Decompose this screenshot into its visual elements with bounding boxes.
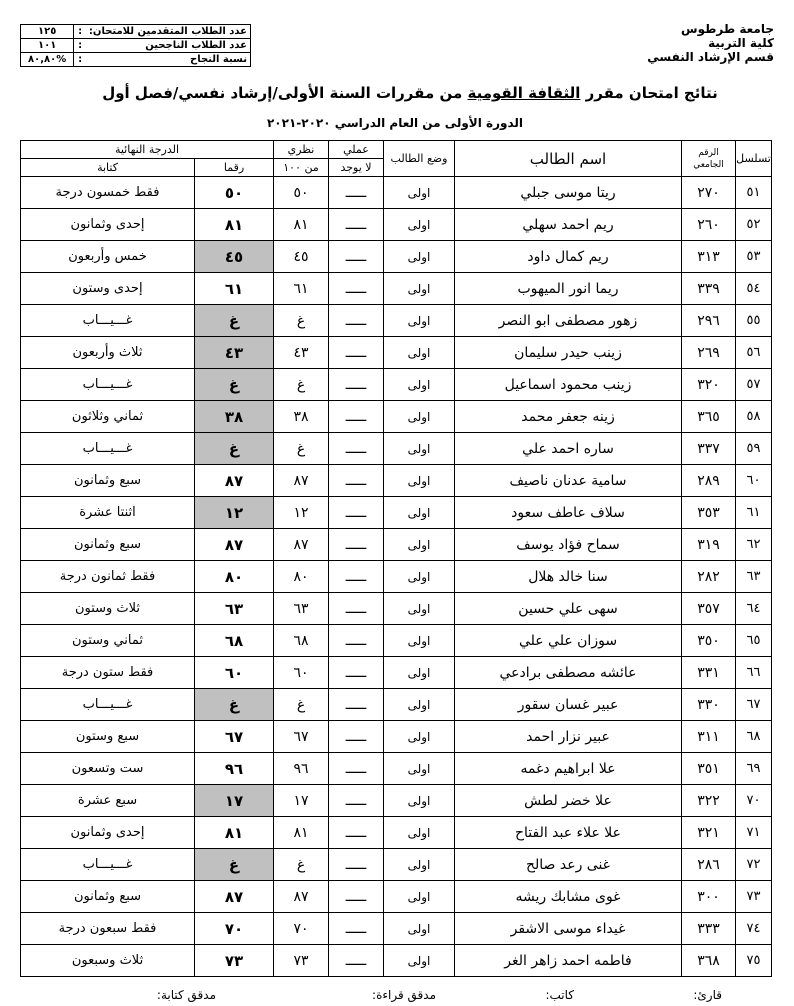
theory-cell: ٨١ [274, 209, 329, 241]
seq-cell: ٦٧ [736, 689, 772, 721]
seq-cell: ٥٥ [736, 305, 772, 337]
grade-words-cell: غـــيـــاب [21, 689, 195, 721]
table-row [21, 849, 772, 881]
student-name-cell: زينب حيدر سليمان [455, 337, 682, 369]
uni-number-cell: ٢٩٦ [682, 305, 736, 337]
col-practical-sub: لا يوجد [329, 159, 384, 177]
uni-number-cell: ٢٦٩ [682, 337, 736, 369]
grade-number-cell: ٤٣ [195, 337, 274, 369]
status-cell: اولى [384, 849, 455, 881]
status-cell: اولى [384, 465, 455, 497]
student-name-cell: ريم احمد سهلي [455, 209, 682, 241]
theory-cell: غ [274, 369, 329, 401]
seq-cell: ٦١ [736, 497, 772, 529]
uni-number-cell: ٣٥٣ [682, 497, 736, 529]
status-cell: اولى [384, 337, 455, 369]
theory-cell: ٣٨ [274, 401, 329, 433]
stats-row [21, 25, 251, 39]
grade-words-cell: اثنتا عشرة [21, 497, 195, 529]
grade-number-cell: ٩٦ [195, 753, 274, 785]
grade-number-cell: غ [195, 433, 274, 465]
grade-number-cell: ٦٨ [195, 625, 274, 657]
table-row [21, 369, 772, 401]
grade-number-cell: ٤٥ [195, 241, 274, 273]
stats-value: %٨٠,٨٠ [21, 53, 74, 67]
uni-number-cell: ٢٨٩ [682, 465, 736, 497]
table-row [21, 657, 772, 689]
uni-number-cell: ٣٣٠ [682, 689, 736, 721]
table-row [21, 561, 772, 593]
practical-cell: ـــــ [329, 721, 384, 753]
status-cell: اولى [384, 529, 455, 561]
grade-number-cell: ٦٣ [195, 593, 274, 625]
grade-words-cell: غـــيـــاب [21, 849, 195, 881]
stats-separator: : [74, 39, 86, 53]
uni-number-cell: ٢٨٢ [682, 561, 736, 593]
grade-number-cell: ٨٧ [195, 881, 274, 913]
seq-cell: ٦٠ [736, 465, 772, 497]
uni-number-cell: ٣٥٠ [682, 625, 736, 657]
status-cell: اولى [384, 657, 455, 689]
stats-row [21, 53, 251, 67]
practical-cell: ـــــ [329, 209, 384, 241]
col-final-grade: الدرجة النهائية [21, 141, 274, 159]
col-practical: عملي [329, 141, 384, 159]
grade-words-cell: غـــيـــاب [21, 305, 195, 337]
status-cell: اولى [384, 945, 455, 977]
stats-label: عدد الطلاب المتقدمين للامتحان: [86, 25, 251, 39]
student-name-cell: سامية عدنان ناصيف [455, 465, 682, 497]
practical-cell: ـــــ [329, 561, 384, 593]
stats-separator: : [74, 25, 86, 39]
grade-number-cell: غ [195, 369, 274, 401]
grade-words-cell: سبع وستون [21, 721, 195, 753]
uni-number-cell: ٣٥١ [682, 753, 736, 785]
seq-cell: ٥٣ [736, 241, 772, 273]
stats-row [21, 39, 251, 53]
exam-stats-box [20, 24, 251, 67]
table-row [21, 497, 772, 529]
seq-cell: ٧٠ [736, 785, 772, 817]
seq-cell: ٥٤ [736, 273, 772, 305]
status-cell: اولى [384, 625, 455, 657]
theory-cell: ٦٨ [274, 625, 329, 657]
theory-cell: ٨٧ [274, 529, 329, 561]
stats-value: ١٠١ [21, 39, 74, 53]
grade-words-cell: سبع وثمانون [21, 881, 195, 913]
university-name: جامعة طرطوس [681, 22, 774, 36]
theory-cell: ٨٠ [274, 561, 329, 593]
document-title [90, 84, 730, 102]
grade-number-cell: ٧٠ [195, 913, 274, 945]
grade-words-cell: ست وتسعون [21, 753, 195, 785]
table-row [21, 465, 772, 497]
uni-number-cell: ٣١٩ [682, 529, 736, 561]
status-cell: اولى [384, 433, 455, 465]
theory-cell: ٧٣ [274, 945, 329, 977]
stats-label: نسبة النجاح [86, 53, 251, 67]
practical-cell: ـــــ [329, 753, 384, 785]
seq-cell: ٧١ [736, 817, 772, 849]
practical-cell: ـــــ [329, 529, 384, 561]
theory-cell: ٦٧ [274, 721, 329, 753]
status-cell: اولى [384, 241, 455, 273]
status-cell: اولى [384, 721, 455, 753]
grade-words-cell: غـــيـــاب [21, 369, 195, 401]
status-cell: اولى [384, 881, 455, 913]
grade-words-cell: فقط ثمانون درجة [21, 561, 195, 593]
grade-words-cell: فقط خمسون درجة [21, 177, 195, 209]
table-row [21, 945, 772, 977]
header-row [21, 141, 772, 159]
theory-cell: ٩٦ [274, 753, 329, 785]
student-name-cell: ريم كمال داود [455, 241, 682, 273]
practical-cell: ـــــ [329, 945, 384, 977]
grade-words-cell: غـــيـــاب [21, 433, 195, 465]
theory-cell: ٨١ [274, 817, 329, 849]
uni-number-cell: ٣٠٠ [682, 881, 736, 913]
table-row [21, 881, 772, 913]
theory-cell: ١٢ [274, 497, 329, 529]
theory-cell: غ [274, 305, 329, 337]
results-table [20, 140, 772, 977]
practical-cell: ـــــ [329, 881, 384, 913]
writer-label: كاتب: [545, 988, 574, 1002]
col-final-number: رقما [195, 159, 274, 177]
uni-number-cell: ٢٦٠ [682, 209, 736, 241]
grade-words-cell: إحدى وثمانون [21, 817, 195, 849]
table-row [21, 689, 772, 721]
col-final-words: كتابة [21, 159, 195, 177]
uni-number-cell: ٢٨٦ [682, 849, 736, 881]
stats-value: ١٢٥ [21, 25, 74, 39]
status-cell: اولى [384, 561, 455, 593]
practical-cell: ـــــ [329, 433, 384, 465]
exam-session: الدورة الأولى من العام الدراسي ٢٠٢٠-٢٠٢١ [266, 116, 524, 130]
practical-cell: ـــــ [329, 273, 384, 305]
theory-cell: غ [274, 849, 329, 881]
practical-cell: ـــــ [329, 785, 384, 817]
col-status: وضع الطالب [384, 141, 455, 177]
seq-cell: ٥٨ [736, 401, 772, 433]
student-name-cell: زينه جعفر محمد [455, 401, 682, 433]
student-name-cell: زينب محمود اسماعيل [455, 369, 682, 401]
seq-cell: ٦٢ [736, 529, 772, 561]
grade-words-cell: إحدى وستون [21, 273, 195, 305]
student-name-cell: غنى رعد صالح [455, 849, 682, 881]
grade-words-cell: ثلاث وأربعون [21, 337, 195, 369]
seq-cell: ٥٩ [736, 433, 772, 465]
student-name-cell: غيداء موسى الاشقر [455, 913, 682, 945]
student-name-cell: عبير نزار احمد [455, 721, 682, 753]
table-row [21, 529, 772, 561]
status-cell: اولى [384, 305, 455, 337]
table-row [21, 721, 772, 753]
grade-number-cell: ٨٠ [195, 561, 274, 593]
table-row [21, 785, 772, 817]
practical-cell: ـــــ [329, 337, 384, 369]
practical-cell: ـــــ [329, 657, 384, 689]
uni-number-cell: ٣٦٥ [682, 401, 736, 433]
seq-cell: ٧٢ [736, 849, 772, 881]
table-row [21, 753, 772, 785]
status-cell: اولى [384, 177, 455, 209]
student-name-cell: سنا خالد هلال [455, 561, 682, 593]
student-name-cell: علا خضر لطش [455, 785, 682, 817]
student-name-cell: سلاف عاطف سعود [455, 497, 682, 529]
grade-words-cell: ثلاث وستون [21, 593, 195, 625]
table-row [21, 177, 772, 209]
grade-words-cell: سبع عشرة [21, 785, 195, 817]
student-name-cell: سوزان علي علي [455, 625, 682, 657]
practical-cell: ـــــ [329, 625, 384, 657]
grade-words-cell: ثماني وثلاثون [21, 401, 195, 433]
status-cell: اولى [384, 753, 455, 785]
department-name: قسم الإرشاد النفسي [647, 50, 774, 64]
practical-cell: ـــــ [329, 241, 384, 273]
status-cell: اولى [384, 209, 455, 241]
practical-cell: ـــــ [329, 369, 384, 401]
grade-number-cell: ٣٨ [195, 401, 274, 433]
institution-header [647, 22, 774, 64]
practical-cell: ـــــ [329, 401, 384, 433]
stats-separator: : [74, 53, 86, 67]
grade-number-cell: ٨١ [195, 209, 274, 241]
grade-words-cell: فقط سبعون درجة [21, 913, 195, 945]
grade-words-cell: سبع وثمانون [21, 529, 195, 561]
grade-number-cell: ٦٧ [195, 721, 274, 753]
practical-cell: ـــــ [329, 689, 384, 721]
status-cell: اولى [384, 913, 455, 945]
grade-number-cell: ٦٠ [195, 657, 274, 689]
grade-words-cell: ثماني وستون [21, 625, 195, 657]
status-cell: اولى [384, 369, 455, 401]
table-row [21, 817, 772, 849]
grade-words-cell: سبع وثمانون [21, 465, 195, 497]
status-cell: اولى [384, 689, 455, 721]
uni-number-cell: ٣٣١ [682, 657, 736, 689]
grade-words-cell: خمس وأربعون [21, 241, 195, 273]
theory-cell: ١٧ [274, 785, 329, 817]
seq-cell: ٥٧ [736, 369, 772, 401]
theory-cell: ٨٧ [274, 465, 329, 497]
seq-cell: ٧٣ [736, 881, 772, 913]
table-row [21, 593, 772, 625]
seq-cell: ٦٣ [736, 561, 772, 593]
theory-cell: ٤٣ [274, 337, 329, 369]
uni-number-cell: ٣٣٧ [682, 433, 736, 465]
table-row [21, 913, 772, 945]
practical-cell: ـــــ [329, 913, 384, 945]
grade-number-cell: غ [195, 305, 274, 337]
col-uni-number: الرقم الجامعي [682, 141, 736, 177]
grade-number-cell: ٧٣ [195, 945, 274, 977]
table-row [21, 209, 772, 241]
theory-cell: غ [274, 433, 329, 465]
uni-number-cell: ٣٣٣ [682, 913, 736, 945]
theory-cell: ٦٠ [274, 657, 329, 689]
practical-cell: ـــــ [329, 465, 384, 497]
practical-cell: ـــــ [329, 305, 384, 337]
student-name-cell: عائشه مصطفى برادعي [455, 657, 682, 689]
seq-cell: ٦٩ [736, 753, 772, 785]
practical-cell: ـــــ [329, 177, 384, 209]
grade-number-cell: غ [195, 689, 274, 721]
grade-words-cell: إحدى وثمانون [21, 209, 195, 241]
table-row [21, 433, 772, 465]
theory-cell: ٦٣ [274, 593, 329, 625]
practical-cell: ـــــ [329, 817, 384, 849]
seq-cell: ٦٦ [736, 657, 772, 689]
student-name-cell: ريتا موسى جبلي [455, 177, 682, 209]
col-student-name: اسم الطالب [455, 141, 682, 177]
status-cell: اولى [384, 817, 455, 849]
student-name-cell: ريما انور الميهوب [455, 273, 682, 305]
status-cell: اولى [384, 593, 455, 625]
student-name-cell: فاطمه احمد زاهر الغر [455, 945, 682, 977]
uni-number-cell: ٣٦٨ [682, 945, 736, 977]
table-row [21, 305, 772, 337]
theory-cell: ٥٠ [274, 177, 329, 209]
course-name: الثقافة القومية [467, 84, 581, 102]
student-name-cell: سهى علي حسين [455, 593, 682, 625]
stats-label: عدد الطلاب الناجحين [86, 39, 251, 53]
table-row [21, 273, 772, 305]
uni-number-cell: ٣٢٠ [682, 369, 736, 401]
col-theory-sub: من ١٠٠ [274, 159, 329, 177]
theory-cell: غ [274, 689, 329, 721]
seq-cell: ٥١ [736, 177, 772, 209]
grade-number-cell: ٦١ [195, 273, 274, 305]
seq-cell: ٦٨ [736, 721, 772, 753]
status-cell: اولى [384, 497, 455, 529]
uni-number-cell: ٣١١ [682, 721, 736, 753]
student-name-cell: غوى مشابك ريشه [455, 881, 682, 913]
uni-number-cell: ٣٣٩ [682, 273, 736, 305]
practical-cell: ـــــ [329, 593, 384, 625]
seq-cell: ٦٥ [736, 625, 772, 657]
signature-footer [20, 988, 774, 1006]
theory-cell: ٤٥ [274, 241, 329, 273]
theory-cell: ٧٠ [274, 913, 329, 945]
theory-cell: ٦١ [274, 273, 329, 305]
uni-number-cell: ٣٢٢ [682, 785, 736, 817]
grade-number-cell: ٨١ [195, 817, 274, 849]
table-row [21, 241, 772, 273]
status-cell: اولى [384, 785, 455, 817]
grade-number-cell: ٨٧ [195, 529, 274, 561]
faculty-name: كلية التربية [708, 36, 774, 50]
grade-number-cell: غ [195, 849, 274, 881]
student-name-cell: عبير غسان سقور [455, 689, 682, 721]
grade-number-cell: ١٧ [195, 785, 274, 817]
col-seq: تسلسل [736, 141, 772, 177]
write-checker-label: مدقق كتابة: [156, 988, 216, 1002]
title-part1: نتائج امتحان مقرر [580, 84, 718, 102]
title-part2: من مقررات السنة الأولى/إرشاد نفسي/فصل أول [102, 84, 468, 102]
seq-cell: ٧٤ [736, 913, 772, 945]
grade-number-cell: ٥٠ [195, 177, 274, 209]
table-row [21, 625, 772, 657]
table-row [21, 337, 772, 369]
grade-number-cell: ٨٧ [195, 465, 274, 497]
reader-label: قارئ: [693, 988, 722, 1002]
grade-words-cell: ثلاث وسبعون [21, 945, 195, 977]
student-name-cell: علا ابراهيم دغمه [455, 753, 682, 785]
practical-cell: ـــــ [329, 497, 384, 529]
read-checker-label: مدقق قراءة: [372, 988, 436, 1002]
seq-cell: ٦٤ [736, 593, 772, 625]
theory-cell: ٨٧ [274, 881, 329, 913]
uni-number-cell: ٣١٣ [682, 241, 736, 273]
uni-number-cell: ٣٢١ [682, 817, 736, 849]
seq-cell: ٥٢ [736, 209, 772, 241]
seq-cell: ٥٦ [736, 337, 772, 369]
grade-number-cell: ١٢ [195, 497, 274, 529]
seq-cell: ٧٥ [736, 945, 772, 977]
student-name-cell: سماح فؤاد يوسف [455, 529, 682, 561]
student-name-cell: ساره احمد علي [455, 433, 682, 465]
status-cell: اولى [384, 273, 455, 305]
uni-number-cell: ٢٧٠ [682, 177, 736, 209]
practical-cell: ـــــ [329, 849, 384, 881]
grade-words-cell: فقط ستون درجة [21, 657, 195, 689]
status-cell: اولى [384, 401, 455, 433]
uni-number-cell: ٣٥٧ [682, 593, 736, 625]
table-row [21, 401, 772, 433]
student-name-cell: زهور مصطفى ابو النصر [455, 305, 682, 337]
student-name-cell: علا علاء عبد الفتاح [455, 817, 682, 849]
col-theory: نظري [274, 141, 329, 159]
